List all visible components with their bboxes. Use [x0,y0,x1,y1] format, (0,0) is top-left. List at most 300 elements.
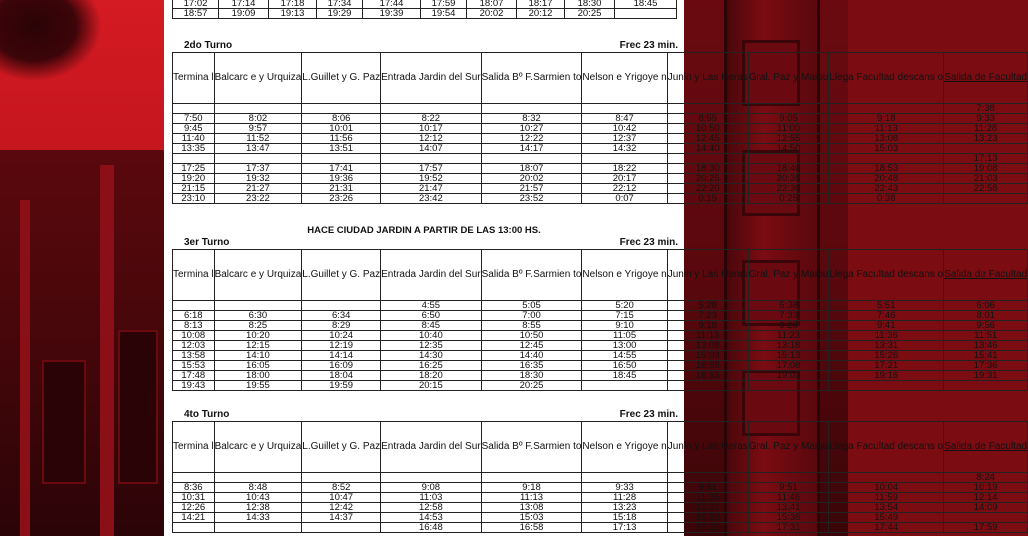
time-cell: 18:17 [517,0,565,9]
time-cell: 5:38 [748,301,828,311]
time-cell: 9:41 [829,321,944,331]
time-cell: 8:55 [667,114,748,124]
time-cell: 12:37 [582,134,667,144]
time-cell [481,154,582,164]
time-cell: 19:59 [302,381,381,391]
table-row [173,351,1028,361]
table-row [173,124,1028,134]
time-cell: 10:24 [302,331,381,341]
time-cell: 9:33 [944,114,1028,124]
time-cell [173,523,215,533]
turno-title: 3er Turno [184,237,230,248]
time-cell: 10:17 [381,124,482,134]
time-cell: 16:58 [667,361,748,371]
time-cell: 17:21 [829,361,944,371]
time-cell: 18:53 [829,164,944,174]
time-cell: 23:52 [481,194,582,204]
time-cell [381,473,482,483]
time-cell [667,381,748,391]
time-cell: 16:09 [302,361,381,371]
column-header: Salida de Facultad [944,422,1028,473]
time-cell [481,473,582,483]
time-cell: 14:17 [481,144,582,154]
time-cell: 5:05 [481,301,582,311]
time-cell [214,473,302,483]
table-row [173,513,1028,523]
time-cell: 0:38 [829,194,944,204]
time-cell: 11:28 [582,493,667,503]
column-header: Nelson e Yrigoye n [582,53,667,104]
time-cell: 13:23 [944,134,1028,144]
time-cell: 10:43 [214,493,302,503]
time-cell: 7:23 [667,311,748,321]
time-cell: 19:55 [214,381,302,391]
time-cell: 8:36 [173,483,215,493]
time-cell: 18:30 [667,164,748,174]
time-cell: 21:47 [381,184,482,194]
header-row [173,53,1028,104]
time-cell: 19:09 [219,9,269,19]
time-cell: 12:26 [173,503,215,513]
time-cell: 15:18 [582,513,667,523]
time-cell: 17:18 [269,0,317,9]
time-cell [381,154,482,164]
time-cell: 17:44 [363,0,421,9]
time-cell [302,473,381,483]
time-cell [173,104,215,114]
frequency-label: Frec 23 min. [619,40,678,51]
time-cell: 10:50 [667,124,748,134]
schedule-table-3er-turno [172,249,1028,391]
column-header: Termina l [173,250,215,301]
time-cell: 19:52 [381,174,482,184]
time-cell: 11:56 [302,134,381,144]
time-cell: 10:01 [302,124,381,134]
time-cell [582,473,667,483]
column-header: Salida Bº F.Sarmien to [481,422,582,473]
time-cell: 17:59 [944,523,1028,533]
time-cell: 15:49 [829,513,944,523]
time-cell: 8:55 [481,321,582,331]
time-cell: 8:25 [214,321,302,331]
time-cell: 9:51 [748,483,828,493]
time-cell: 12:19 [302,341,381,351]
time-cell [615,9,677,19]
time-cell: 13:08 [481,503,582,513]
table-row [173,194,1028,204]
time-cell: 17:31 [748,523,828,533]
time-cell: 18:57 [173,9,219,19]
time-cell: 14:50 [748,144,828,154]
time-cell: 18:22 [582,164,667,174]
time-cell: 13:31 [829,341,944,351]
table-row [173,114,1028,124]
time-cell: 6:06 [944,301,1028,311]
header-row [173,250,1028,301]
time-cell: 15:41 [944,351,1028,361]
time-cell [582,104,667,114]
time-cell: 14:09 [944,503,1028,513]
time-cell [302,523,381,533]
time-cell: 12:42 [302,503,381,513]
time-cell: 10:20 [214,331,302,341]
time-cell [944,381,1028,391]
time-cell: 15:03 [667,351,748,361]
time-cell: 14:14 [302,351,381,361]
column-header: Gral. Paz y Maipu [748,250,828,301]
time-cell: 15:13 [748,351,828,361]
frequency-label: Frec 23 min. [619,409,678,420]
time-cell: 17:37 [214,164,302,174]
time-cell: 22:20 [667,184,748,194]
time-cell: 9:56 [944,321,1028,331]
time-cell: 18:20 [381,371,482,381]
time-cell: 19:03 [748,371,828,381]
time-cell: 16:50 [582,361,667,371]
table-row [173,503,1028,513]
time-cell [829,154,944,164]
time-cell [748,104,828,114]
time-cell: 14:53 [381,513,482,523]
time-cell [582,154,667,164]
time-cell: 13:31 [667,503,748,513]
time-cell: 17:34 [317,0,363,9]
column-header: Nelson e Yrigoye n [582,250,667,301]
table-row [173,311,1028,321]
time-cell: 13:58 [173,351,215,361]
time-cell: 17:02 [173,0,219,9]
time-cell: 23:22 [214,194,302,204]
time-cell: 20:25 [481,381,582,391]
time-cell: 13:41 [748,503,828,513]
time-cell: 7:46 [829,311,944,321]
time-cell: 11:36 [667,493,748,503]
time-cell: 14:40 [667,144,748,154]
time-cell: 9:28 [748,321,828,331]
time-cell: 11:59 [829,493,944,503]
time-cell: 19:20 [173,174,215,184]
time-cell: 12:45 [481,341,582,351]
time-cell: 8:48 [214,483,302,493]
time-cell [214,301,302,311]
time-cell [829,473,944,483]
time-cell: 0:07 [582,194,667,204]
time-cell [173,301,215,311]
column-header: Junin y Las Heras [667,422,748,473]
table-row [173,341,1028,351]
time-cell: 11:51 [944,331,1028,341]
time-cell [173,473,215,483]
time-cell: 19:31 [944,371,1028,381]
column-header: Salida de Facultad [944,53,1028,104]
time-cell: 17:08 [748,361,828,371]
table-row [173,174,1028,184]
time-cell: 16:48 [381,523,482,533]
time-cell: 14:21 [173,513,215,523]
time-cell [582,381,667,391]
time-cell: 9:18 [667,321,748,331]
time-cell: 7:38 [944,104,1028,114]
time-cell: 8:02 [214,114,302,124]
time-cell: 17:21 [667,523,748,533]
column-header: Termina l [173,53,215,104]
time-cell: 10:47 [302,493,381,503]
time-cell: 22:43 [829,184,944,194]
building-window [42,360,86,484]
time-cell: 13:47 [214,144,302,154]
time-cell: 14:30 [381,351,482,361]
time-cell: 8:01 [944,311,1028,321]
time-cell: 9:41 [667,483,748,493]
building-pillar [100,165,114,536]
time-cell [302,154,381,164]
time-cell: 16:35 [481,361,582,371]
building-window [118,330,158,484]
time-cell: 19:08 [944,164,1028,174]
time-cell: 11:13 [481,493,582,503]
column-header: Gral. Paz y Maipu [748,53,828,104]
time-cell [381,104,482,114]
time-cell: 23:26 [302,194,381,204]
time-cell [173,154,215,164]
time-cell: 17:25 [173,164,215,174]
time-cell: 10:08 [173,331,215,341]
time-cell: 13:18 [748,341,828,351]
time-cell: 11:03 [381,493,482,503]
time-cell: 9:57 [214,124,302,134]
time-cell: 10:50 [481,331,582,341]
time-cell: 21:57 [481,184,582,194]
table-row [173,381,1028,391]
table-row [173,483,1028,493]
time-cell: 0:25 [748,194,828,204]
table-row [173,134,1028,144]
column-header: Entrada Jardin del Sur [381,422,482,473]
time-cell: 13:54 [829,503,944,513]
time-cell: 6:34 [302,311,381,321]
time-cell: 20:12 [517,9,565,19]
time-cell: 21:03 [944,174,1028,184]
time-cell: 12:35 [381,341,482,351]
time-cell: 7:00 [481,311,582,321]
time-cell: 18:45 [615,0,677,9]
schedule-table-2do-turno [172,52,1028,204]
time-cell: 10:31 [173,493,215,503]
column-header: L.Guillet y G. Paz [302,422,381,473]
column-header: Balcarc e y Urquiza [214,53,302,104]
tree-silhouette [0,0,100,80]
column-header: Salida de Facultad [944,250,1028,301]
time-cell [302,104,381,114]
time-cell: 16:58 [481,523,582,533]
column-header: Entrada Jardin del Sur [381,250,482,301]
time-cell: 19:43 [173,381,215,391]
time-cell [944,513,1028,523]
time-cell: 11:13 [829,124,944,134]
table-row [173,154,1028,164]
column-header: Nelson e Yrigoye n [582,422,667,473]
time-cell [481,104,582,114]
time-cell: 9:45 [173,124,215,134]
time-cell: 20:48 [829,174,944,184]
time-cell: 8:06 [302,114,381,124]
time-cell: 10:27 [481,124,582,134]
time-cell: 17:41 [302,164,381,174]
time-cell [748,154,828,164]
time-cell: 22:58 [944,184,1028,194]
time-cell [667,104,748,114]
time-cell: 5:20 [582,301,667,311]
time-cell: 14:32 [582,144,667,154]
time-cell: 18:04 [302,371,381,381]
time-cell: 11:05 [582,331,667,341]
time-cell: 18:07 [481,164,582,174]
column-header: Salida Bº F.Sarmien to [481,53,582,104]
time-cell: 8:52 [302,483,381,493]
time-cell: 9:10 [582,321,667,331]
table-row [173,9,677,19]
time-cell: 21:31 [302,184,381,194]
time-cell: 21:27 [214,184,302,194]
time-cell: 22:12 [582,184,667,194]
header-row [173,422,1028,473]
time-cell: 20:17 [582,174,667,184]
time-cell: 19:16 [829,371,944,381]
time-cell: 5:51 [829,301,944,311]
time-cell: 11:00 [748,124,828,134]
time-cell: 23:42 [381,194,482,204]
time-cell: 17:36 [944,361,1028,371]
time-cell: 18:30 [481,371,582,381]
time-cell: 7:15 [582,311,667,321]
time-cell: 16:05 [214,361,302,371]
table-row [173,371,1028,381]
time-cell [944,144,1028,154]
time-cell: 10:19 [944,483,1028,493]
time-cell: 6:50 [381,311,482,321]
time-cell: 20:02 [467,9,517,19]
time-cell [667,154,748,164]
time-cell: 10:40 [381,331,482,341]
time-cell: 15:36 [748,513,828,523]
schedule-document [164,0,1028,536]
table-row [173,331,1028,341]
column-header: L.Guillet y G. Paz [302,250,381,301]
table-row [173,473,1028,483]
time-cell: 18:45 [582,371,667,381]
time-cell: 17:13 [582,523,667,533]
table-row [173,301,1028,311]
time-cell: 12:03 [173,341,215,351]
time-cell: 23:10 [173,194,215,204]
time-cell: 12:14 [944,493,1028,503]
table-row [173,493,1028,503]
time-cell: 8:13 [173,321,215,331]
time-cell: 12:58 [381,503,482,513]
time-cell: 14:40 [481,351,582,361]
notice-banner: HACE CIUDAD JARDIN A PARTIR DE LAS 13:00 HS. [307,225,541,236]
time-cell: 4:55 [381,301,482,311]
building-pillar [20,200,30,536]
time-cell: 7:33 [748,311,828,321]
time-cell: 15:53 [173,361,215,371]
time-cell: 5:28 [667,301,748,311]
time-cell: 14:37 [302,513,381,523]
time-cell: 18:30 [565,0,615,9]
time-cell: 17:14 [219,0,269,9]
time-cell: 12:38 [214,503,302,513]
time-cell: 6:30 [214,311,302,321]
column-header: Gral. Paz y Maipu [748,422,828,473]
time-cell: 12:22 [481,134,582,144]
table-row [173,321,1028,331]
time-cell: 11:46 [748,493,828,503]
time-cell [829,104,944,114]
table-row [173,104,1028,114]
table-row [173,164,1028,174]
column-header: Llega Facultad descans o [829,53,944,104]
time-cell: 12:55 [748,134,828,144]
time-cell: 18:40 [748,164,828,174]
turno-title: 2do Turno [184,40,233,51]
time-cell: 17:44 [829,523,944,533]
time-cell: 12:12 [381,134,482,144]
time-cell: 19:39 [363,9,421,19]
time-cell: 7:50 [173,114,215,124]
time-cell [667,473,748,483]
time-cell: 13:51 [302,144,381,154]
time-cell: 20:35 [748,174,828,184]
column-header: Llega Facultad descans o [829,422,944,473]
time-cell: 19:54 [421,9,467,19]
time-cell: 11:36 [829,331,944,341]
time-cell: 19:13 [269,9,317,19]
time-cell: 12:45 [667,134,748,144]
time-cell: 14:07 [381,144,482,154]
time-cell: 10:04 [829,483,944,493]
table-row [173,184,1028,194]
column-header: Termina l [173,422,215,473]
column-header: Junin y Las Heras [667,53,748,104]
frequency-label: Frec 23 min. [619,237,678,248]
time-cell: 20:25 [565,9,615,19]
time-cell: 20:15 [381,381,482,391]
time-cell: 11:52 [214,134,302,144]
time-cell: 17:13 [944,154,1028,164]
time-cell: 20:25 [667,174,748,184]
time-cell: 15:26 [829,351,944,361]
time-cell: 9:18 [829,114,944,124]
time-cell: 22:30 [748,184,828,194]
time-cell [748,473,828,483]
time-cell: 8:22 [381,114,482,124]
column-header: Salida Bº F.Sarmien to [481,250,582,301]
time-cell: 20:02 [481,174,582,184]
time-cell: 12:15 [214,341,302,351]
schedule-table-1er-turno [172,0,677,19]
time-cell: 17:59 [421,0,467,9]
time-cell: 15:03 [481,513,582,523]
time-cell: 17:48 [173,371,215,381]
time-cell: 10:42 [582,124,667,134]
time-cell: 14:55 [582,351,667,361]
time-cell [944,194,1028,204]
column-header: Balcarc e y Urquiza [214,422,302,473]
column-header: Junin y Las Heras [667,250,748,301]
time-cell: 13:00 [582,341,667,351]
time-cell [748,381,828,391]
time-cell: 19:36 [302,174,381,184]
